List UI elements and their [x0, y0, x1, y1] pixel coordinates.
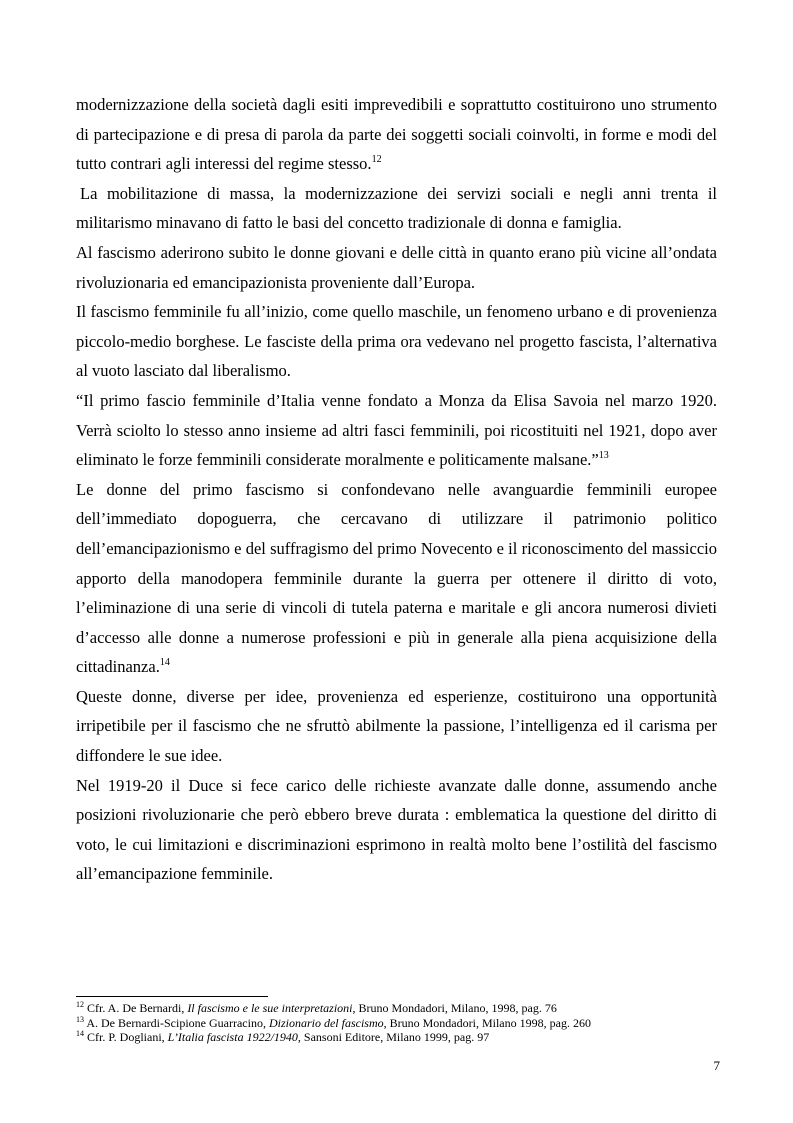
paragraph-3: Al fascismo aderirono subito le donne giovani e delle città in quanto erano più vicine all’ondata rivoluzionaria ed emancipazionista proveniente dall’Europa.	[76, 242, 717, 292]
footnote-13	[76, 1016, 726, 1031]
footnote-ref-13[interactable]: 13	[598, 449, 609, 461]
footnote-book-title: Il fascismo e le sue interpretazioni	[187, 1001, 353, 1015]
footnote-separator	[76, 996, 268, 997]
footnote-number: 14	[76, 1029, 84, 1039]
footnote-book-title: L’Italia fascista 1922/1940	[167, 1030, 298, 1045]
footnote-text: , Sansoni Editore, Milano 1999, pag. 97	[297, 1030, 490, 1045]
footnote-text: Cfr. P. Dogliani,	[87, 1030, 168, 1045]
page-number: 7	[713, 1058, 720, 1073]
paragraph-7: Queste donne, diverse per idee, provenienza ed esperienze, costituirono una opportunità irripetibile per il fascismo che ne sfruttò abilmente la passione, l’intelligenza ed il carisma per diffondere le sue idee.	[76, 686, 717, 766]
body-text	[76, 90, 717, 889]
footnote-text: Cfr. A. De Bernardi,	[87, 1001, 188, 1015]
footnote-ref-14[interactable]: 14	[159, 656, 170, 668]
paragraph-4: Il fascismo femminile fu all’inizio, come quello maschile, un fenomeno urbano e di provenienza piccolo-medio borghese. Le fasciste della prima ora vedevano nel progetto fascista, l’alternativa al vuoto lasciato dal liberalismo.	[76, 302, 717, 381]
paragraph-6	[76, 475, 717, 682]
paragraph-2: La mobilitazione di massa, la modernizzazione dei servizi sociali e negli anni trenta il militarismo minavano di fatto le basi del concetto tradizionale di donna e famiglia.	[76, 183, 717, 233]
paragraph-6-text: Le donne del primo fascismo si confondevano nelle avanguardie femminili europee dell’immediato dopoguerra, che cercavano di utilizzare il patrimonio politico dell’emancipazionismo e del suffragismo del primo Novecento e il riconoscimento del massiccio apporto della manodopera femminile durante la guerra per ottenere il diritto di voto, l’eliminazione di una serie di vincoli di tutela paterna e maritale e gli ancora numerosi divieti d’accesso alle donne a numerose professioni e più in generale alla piena acquisizione della cittadinanza.	[76, 479, 717, 677]
paragraph-1-text: modernizzazione della società dagli esiti imprevedibili e soprattutto costituirono uno strumento di partecipazione e di presa di parola da parte dei soggetti sociali coinvolti, in forme e modi del tutto contrari agli interessi del regime stesso.	[76, 95, 717, 174]
paragraph-8: Nel 1919-20 il Duce si fece carico delle richieste avanzate dalle donne, assumendo anche posizioni rivoluzionarie che però ebbero breve durata : emblematica la questione del diritto di voto, le cui limitazioni e discriminazioni esprimono in realtà molto bene l’ostilità del fascismo all’emancipazione femminile.	[76, 775, 717, 884]
footnote-14	[76, 1030, 726, 1045]
footnote-ref-12[interactable]: 12	[371, 153, 382, 165]
footnote-text: A. De Bernardi-Scipione Guarracino,	[86, 1015, 269, 1030]
footnote-text: , Bruno Mondadori, Milano, 1998, pag. 76	[352, 1001, 557, 1015]
paragraph-1	[76, 90, 717, 179]
footnotes	[76, 1001, 726, 1045]
footnote-number: 13	[76, 1014, 84, 1024]
footnote-text: , Bruno Mondadori, Milano 1998, pag. 260	[383, 1015, 591, 1030]
footnote-book-title: Dizionario del fascismo	[268, 1015, 384, 1030]
paragraph-5-text: “Il primo fascio femminile d’Italia venne fondato a Monza da Elisa Savoia nel marzo 1920. Verrà sciolto lo stesso anno insieme ad altri fasci femminili, poi ricostituiti nel 1921, dopo aver eliminato le forze femminili considerate moralmente e politicamente malsane.”	[76, 390, 717, 470]
footnote-12	[76, 1001, 726, 1016]
paragraph-5	[76, 386, 717, 475]
footnote-number: 12	[76, 1000, 84, 1009]
